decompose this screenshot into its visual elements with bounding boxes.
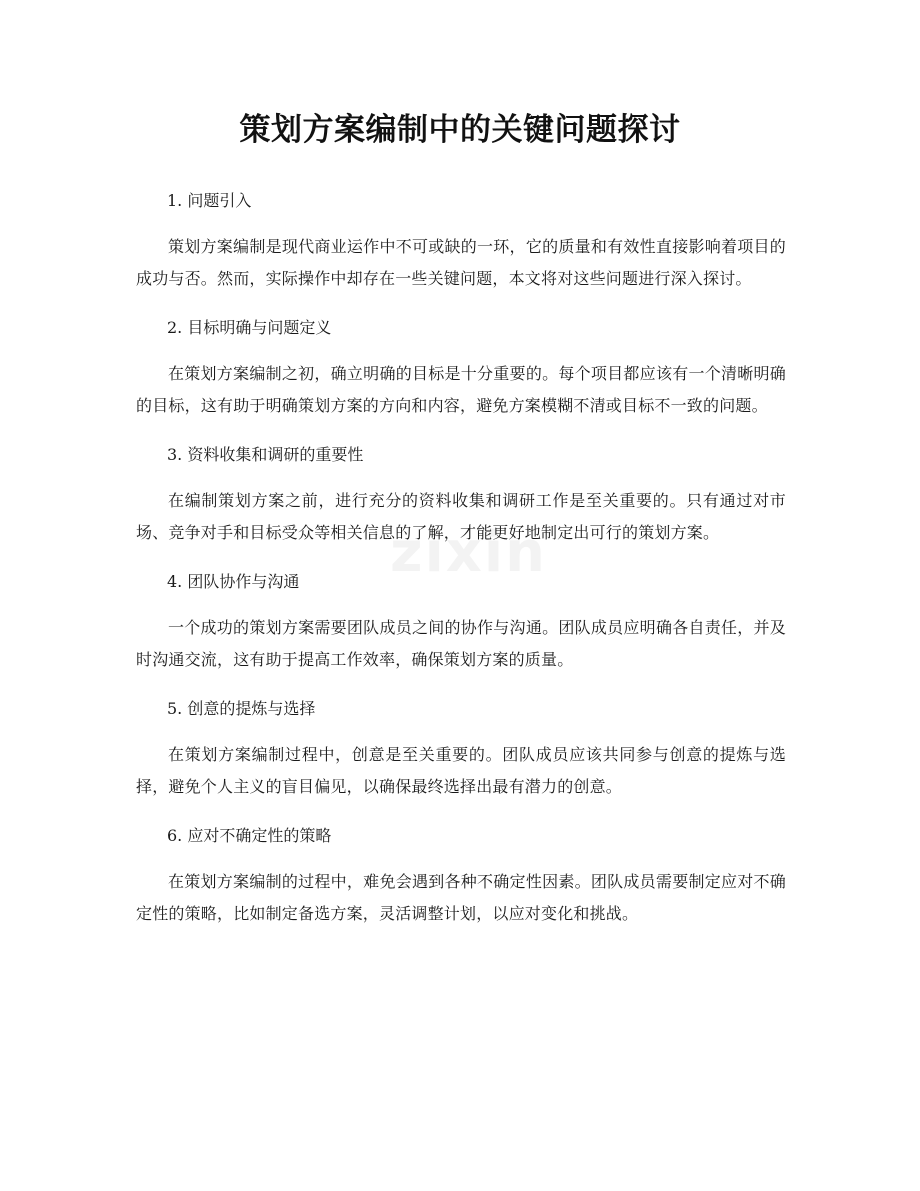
document-body [136, 184, 786, 930]
section-paragraph: 在策划方案编制之初，确立明确的目标是十分重要的。每个项目都应该有一个清晰明确的目标，这有助于明确策划方案的方向和内容，避免方案模糊不清或目标不一致的问题。 [136, 364, 786, 415]
section-heading: 1. 问题引入 [167, 191, 252, 210]
section-paragraph: 在策划方案编制的过程中，难免会遇到各种不确定性因素。团队成员需要制定应对不确定性的策略，比如制定备选方案，灵活调整计划，以应对变化和挑战。 [136, 872, 786, 923]
section-heading: 3. 资料收集和调研的重要性 [167, 445, 364, 464]
watermark: zixin [390, 520, 547, 585]
section-heading: 2. 目标明确与问题定义 [167, 318, 332, 337]
section-paragraph: 一个成功的策划方案需要团队成员之间的协作与沟通。团队成员应明确各自责任，并及时沟通交流，这有助于提高工作效率，确保策划方案的质量。 [136, 618, 786, 669]
section-heading: 6. 应对不确定性的策略 [167, 826, 332, 845]
section-heading: 4. 团队协作与沟通 [167, 572, 300, 591]
section-heading: 5. 创意的提炼与选择 [167, 699, 316, 718]
section-paragraph: 在策划方案编制过程中，创意是至关重要的。团队成员应该共同参与创意的提炼与选择，避免个人主义的盲目偏见，以确保最终选择出最有潜力的创意。 [136, 745, 786, 796]
section-paragraph: 策划方案编制是现代商业运作中不可或缺的一环，它的质量和有效性直接影响着项目的成功与否。然而，实际操作中却存在一些关键问题，本文将对这些问题进行深入探讨。 [136, 237, 786, 288]
document-title: 策划方案编制中的关键问题探讨 [239, 112, 681, 148]
section-paragraph: 在编制策划方案之前，进行充分的资料收集和调研工作是至关重要的。只有通过对市场、竞争对手和目标受众等相关信息的了解，才能更好地制定出可行的策划方案。 [136, 491, 786, 542]
